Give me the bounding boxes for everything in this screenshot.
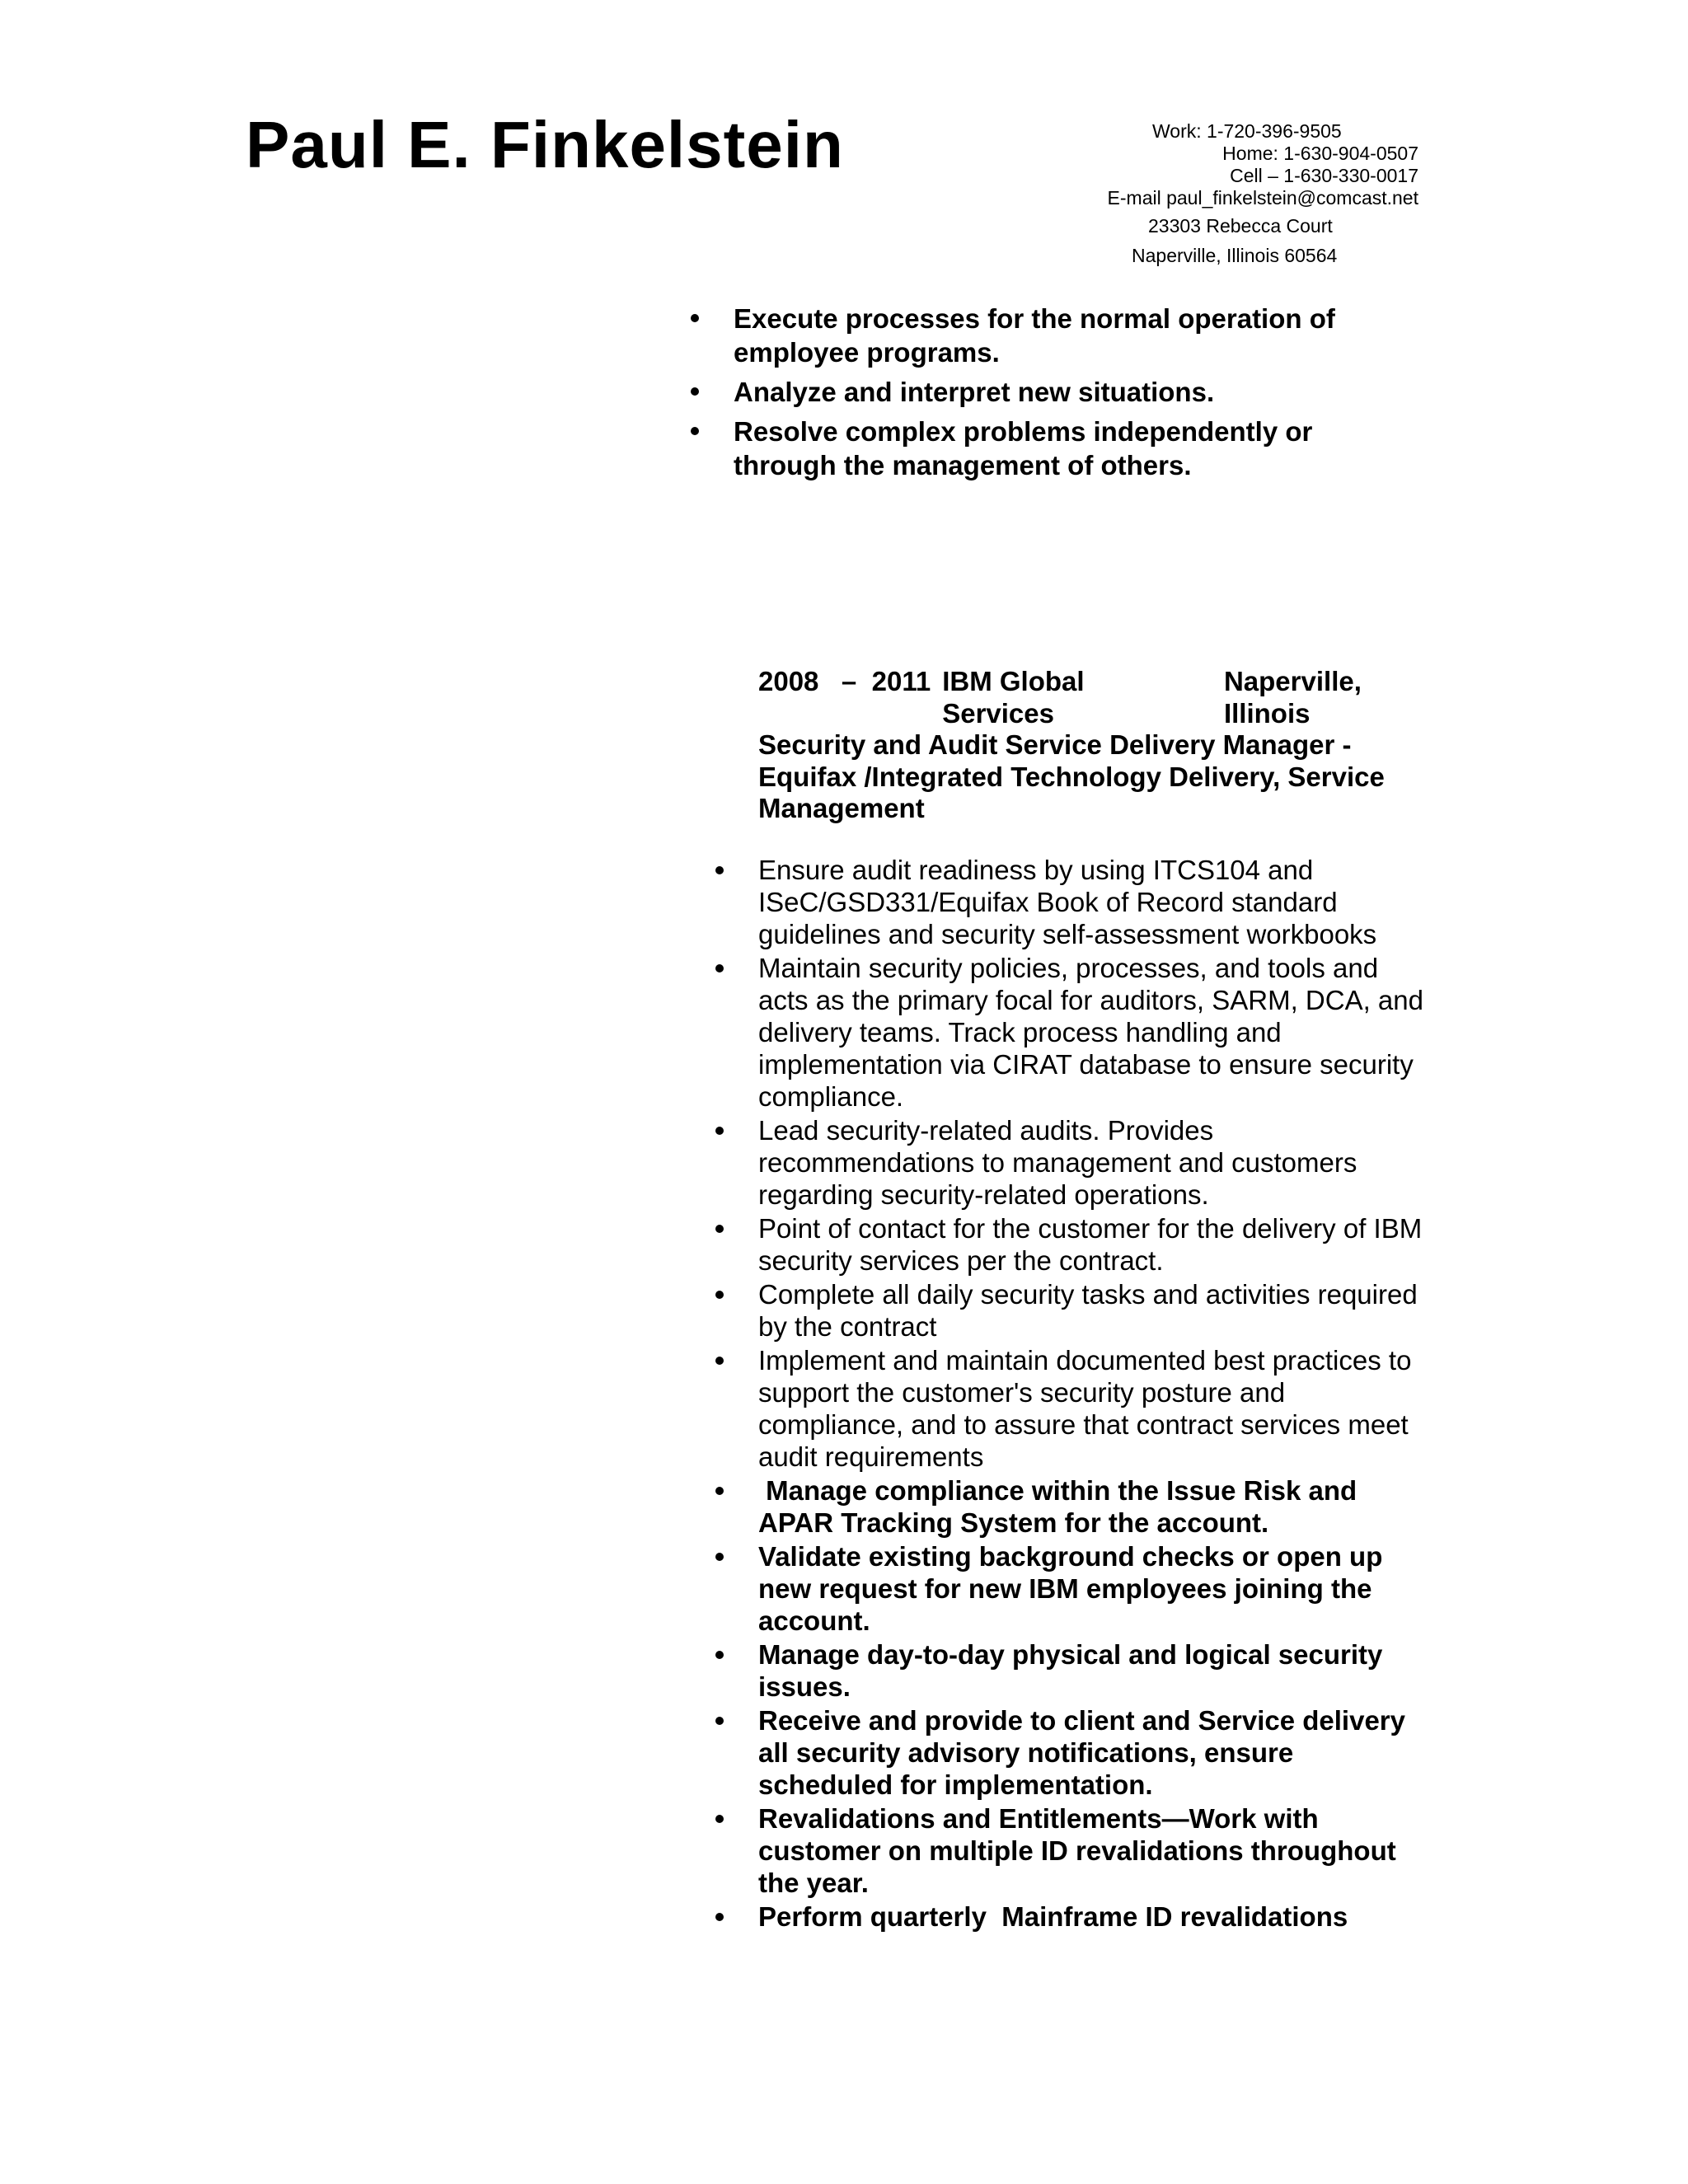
duty-item: Point of contact for the customer for the delivery of IBM security services per the contract.	[758, 1212, 1426, 1277]
bullet-dot-icon	[691, 387, 699, 396]
summary-bullet: Execute processes for the normal operation of employee programs.	[734, 302, 1409, 369]
duty-item: Revalidations and Entitlements—Work with customer on multiple ID revalidations throughout the year.	[758, 1802, 1426, 1899]
duty-item: Perform quarterly Mainframe ID revalidations	[758, 1900, 1426, 1933]
email-address: E-mail paul_finkelstein@comcast.net	[1107, 187, 1418, 209]
bullet-dot-icon	[715, 1815, 724, 1823]
contact-block	[0, 0, 1688, 280]
street-address: 23303 Rebecca Court	[1148, 215, 1333, 237]
job-header	[758, 666, 1418, 825]
work-phone: Work: 1-720-396-9505	[1152, 120, 1342, 142]
cell-phone: Cell – 1-630-330-0017	[1230, 165, 1418, 186]
summary-bullet: Resolve complex problems independently or through the management of others.	[734, 415, 1409, 482]
duty-item: Manage compliance within the Issue Risk and APAR Tracking System for the account.	[758, 1474, 1426, 1539]
bullet-dot-icon	[691, 427, 699, 435]
bullet-dot-icon	[715, 866, 724, 874]
summary-bullet: Analyze and interpret new situations.	[734, 375, 1409, 409]
bullet-dot-icon	[715, 1357, 724, 1365]
bullet-dot-icon	[691, 314, 699, 322]
bullet-dot-icon	[715, 1913, 724, 1921]
bullet-dot-icon	[715, 1291, 724, 1299]
job-title: Security and Audit Service Delivery Manager - Equifax /Integrated Technology Delivery, Service Management	[758, 729, 1385, 823]
candidate-name: Paul E. Finkelstein	[246, 108, 844, 181]
bullet-dot-icon	[715, 1717, 724, 1725]
duties-bullet-list	[758, 854, 1426, 1934]
duty-item: Lead security-related audits. Provides recommendations to management and customers regarding security-related operations.	[758, 1114, 1426, 1211]
bullet-dot-icon	[715, 1225, 724, 1233]
bullet-dot-icon	[715, 1651, 724, 1659]
duty-item: Manage day-to-day physical and logical security issues.	[758, 1638, 1426, 1703]
bullet-dot-icon	[715, 1487, 724, 1495]
job-location: Naperville, Illinois	[1223, 666, 1362, 729]
bullet-dot-icon	[715, 964, 724, 972]
job-company: IBM Global Services	[942, 666, 1085, 729]
duty-item: Maintain security policies, processes, and tools and acts as the primary focal for auditors, SARM, DCA, and delivery teams. Track process handling and implementation via CIRAT database to ensure security compliance.	[758, 952, 1426, 1113]
duty-item: Implement and maintain documented best practices to support the customer's security posture and compliance, and to assure that contract services meet audit requirements	[758, 1344, 1426, 1473]
home-phone: Home: 1-630-904-0507	[1222, 143, 1418, 164]
duty-item: Ensure audit readiness by using ITCS104 and ISeC/GSD331/Equifax Book of Record standard guidelines and security self-assessment workbooks	[758, 854, 1426, 950]
duty-item: Validate existing background checks or open up new request for new IBM employees joining the account.	[758, 1540, 1426, 1637]
job-years: 2008 – 2011	[758, 666, 931, 696]
duty-item: Receive and provide to client and Service delivery all security advisory notifications, ensure scheduled for implementation.	[758, 1704, 1426, 1801]
duty-item: Complete all daily security tasks and activities required by the contract	[758, 1278, 1426, 1343]
bullet-dot-icon	[715, 1127, 724, 1135]
city-address: Naperville, Illinois 60564	[1132, 245, 1338, 266]
bullet-dot-icon	[715, 1553, 724, 1561]
summary-bullet-list	[734, 302, 1409, 488]
